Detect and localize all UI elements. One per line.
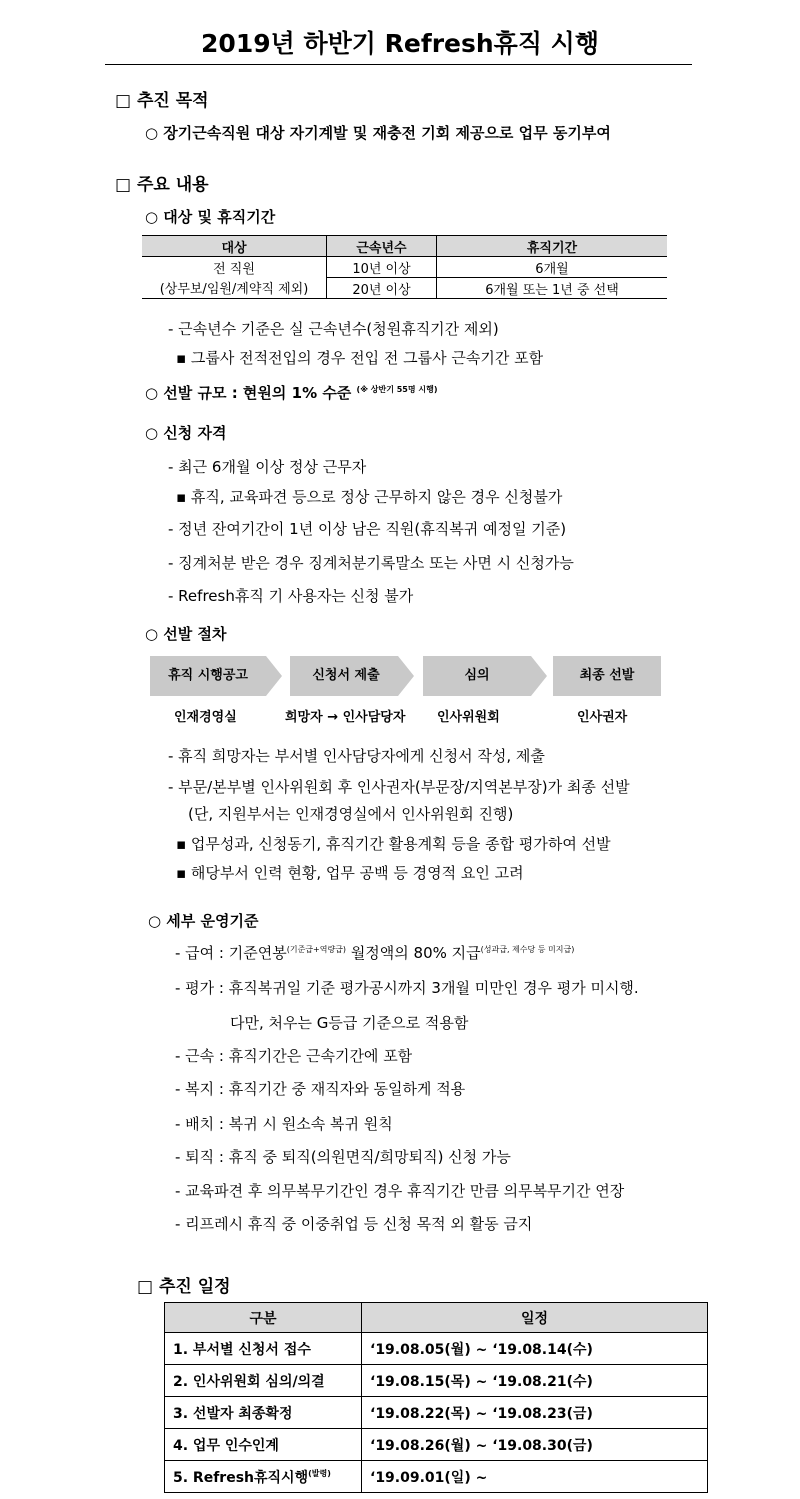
operation-item: - 평가 : 휴직복귀일 기준 평가공시까지 3개월 미만인 경우 평가 미시행. — [175, 979, 639, 997]
scale-heading-text: ○ 선발 규모 : 현원의 1% 수준 — [145, 384, 352, 402]
schedule-table — [164, 1302, 708, 1493]
table-row — [165, 1333, 708, 1365]
target-line1: 전 직원 — [213, 261, 255, 277]
schedule-item: 2. 인사위원회 심의/의결 — [165, 1365, 362, 1397]
flow-step-label: 심의 — [464, 668, 490, 683]
purpose-text: ○ 장기근속직원 대상 자기계발 및 재충전 기회 제공으로 업무 동기부여 — [145, 124, 611, 142]
flow-step-3 — [423, 656, 547, 696]
procedure-item: - 부문/본부별 인사위원회 후 인사권자(부문장/지역본부장)가 최종 선발 — [168, 778, 630, 796]
years-cell: 20년 이상 — [327, 278, 437, 299]
flow-owner: 인사권자 — [577, 710, 628, 725]
title-underline — [105, 64, 692, 65]
content-heading: □ 주요 내용 — [115, 175, 209, 195]
schedule-date: ‘19.08.15(목) ~ ‘19.08.21(수) — [362, 1365, 708, 1397]
pay-sup1: (기준급+역량급) — [286, 945, 347, 954]
table-row — [165, 1461, 708, 1493]
flow-owner: 인재경영실 — [174, 710, 237, 725]
flow-step-4 — [553, 656, 661, 696]
years-cell: 10년 이상 — [327, 257, 437, 278]
operation-item: - 복지 : 휴직기간 중 재직자와 동일하게 적용 — [175, 1080, 466, 1098]
schedule-date: ‘19.08.22(목) ~ ‘19.08.23(금) — [362, 1397, 708, 1429]
target-note: ▪ 그룹사 전적전입의 경우 전입 전 그룹사 근속기간 포함 — [176, 349, 544, 367]
pay-mid: 월정액의 80% 지급 — [346, 944, 481, 962]
table-row — [165, 1429, 708, 1461]
target-table-header — [142, 236, 667, 257]
qualification-item: - Refresh휴직 기 사용자는 신청 불가 — [168, 587, 414, 605]
procedure-item: - 휴직 희망자는 부서별 인사담당자에게 신청서 작성, 제출 — [168, 747, 545, 765]
procedure-item: ▪ 해당부서 인력 현황, 업무 공백 등 경영적 요인 고려 — [176, 864, 524, 882]
target-table — [142, 235, 667, 299]
page-title: 2019년 하반기 Refresh휴직 시행 — [201, 29, 599, 58]
header-schedule: 일정 — [362, 1303, 708, 1333]
flow-step-label: 신청서 제출 — [312, 668, 380, 683]
flow-owner: 인사위원회 — [437, 710, 500, 725]
table-row — [142, 278, 667, 299]
flow-step-2 — [290, 656, 414, 696]
schedule-item: 5. Refresh휴직시행 — [173, 1469, 309, 1486]
schedule-table-header — [165, 1303, 708, 1333]
flow-step-label: 휴직 시행공고 — [168, 668, 248, 683]
qualification-item: - 징계처분 받은 경우 징계처분기록말소 또는 사면 시 신청가능 — [168, 554, 574, 572]
operation-item: - 근속 : 휴직기간은 근속기간에 포함 — [175, 1047, 413, 1065]
qualification-heading: ○ 신청 자격 — [145, 424, 227, 442]
header-period: 휴직기간 — [437, 236, 668, 257]
procedure-item: (단, 지원부서는 인재경영실에서 인사위원회 진행) — [188, 805, 514, 823]
schedule-heading: □ 추진 일정 — [137, 1277, 231, 1297]
schedule-item: 4. 업무 인수인계 — [165, 1429, 362, 1461]
header-target: 대상 — [142, 236, 327, 257]
header-category: 구분 — [165, 1303, 362, 1333]
schedule-date: ‘19.09.01(일) ~ — [362, 1461, 708, 1493]
qualification-item: - 정년 잔여기간이 1년 이상 남은 직원(휴직복귀 예정일 기준) — [168, 520, 567, 538]
pay-sup2: (성과급, 제수당 등 미지급) — [480, 945, 575, 954]
header-years: 근속년수 — [327, 236, 437, 257]
operation-item: - 퇴직 : 휴직 중 퇴직(의원면직/희망퇴직) 신청 가능 — [175, 1148, 511, 1166]
procedure-heading: ○ 선발 절차 — [145, 625, 227, 643]
period-cell: 6개월 또는 1년 중 선택 — [437, 278, 668, 299]
qualification-item: - 최근 6개월 이상 정상 근무자 — [168, 458, 367, 476]
target-heading: ○ 대상 및 휴직기간 — [145, 208, 276, 226]
pay-prefix: - 급여 : 기준연봉 — [175, 944, 287, 962]
schedule-item: 1. 부서별 신청서 접수 — [165, 1333, 362, 1365]
flow-owner: 희망자 → 인사담당자 — [285, 710, 406, 725]
operation-item: - 리프레시 휴직 중 이중취업 등 신청 목적 외 활동 금지 — [175, 1215, 533, 1233]
schedule-date: ‘19.08.26(월) ~ ‘19.08.30(금) — [362, 1429, 708, 1461]
scale-heading — [145, 382, 438, 403]
qualification-item: ▪ 휴직, 교육파견 등으로 정상 근무하지 않은 경우 신청불가 — [176, 488, 563, 506]
scale-note: (※ 상반기 55명 시행) — [356, 385, 438, 394]
operation-heading: ○ 세부 운영기준 — [148, 912, 259, 930]
flow-step-label: 최종 선발 — [579, 668, 635, 683]
flow-step-1 — [150, 656, 282, 696]
procedure-item: ▪ 업무성과, 신청동기, 휴직기간 활용계획 등을 종합 평가하여 선발 — [176, 835, 611, 853]
target-note: - 근속년수 기준은 실 근속년수(청원휴직기간 제외) — [168, 320, 499, 338]
operation-pay — [175, 942, 574, 963]
schedule-item: 3. 선발자 최종확정 — [165, 1397, 362, 1429]
purpose-heading: □ 추진 목적 — [115, 91, 209, 111]
operation-item: 다만, 처우는 G등급 기준으로 적용함 — [230, 1014, 469, 1032]
schedule-item-cell — [165, 1461, 362, 1493]
table-row — [165, 1365, 708, 1397]
schedule-date: ‘19.08.05(월) ~ ‘19.08.14(수) — [362, 1333, 708, 1365]
schedule-item-sup: (발령) — [308, 1468, 331, 1478]
operation-item: - 교육파견 후 의무복무기간인 경우 휴직기간 만큼 의무복무기간 연장 — [175, 1182, 625, 1200]
target-line2: (상무보/임원/계약직 제외) — [142, 278, 327, 299]
period-cell: 6개월 — [437, 257, 668, 278]
table-row — [165, 1397, 708, 1429]
table-row — [142, 257, 667, 278]
operation-item: - 배치 : 복귀 시 원소속 복귀 원칙 — [175, 1115, 393, 1133]
